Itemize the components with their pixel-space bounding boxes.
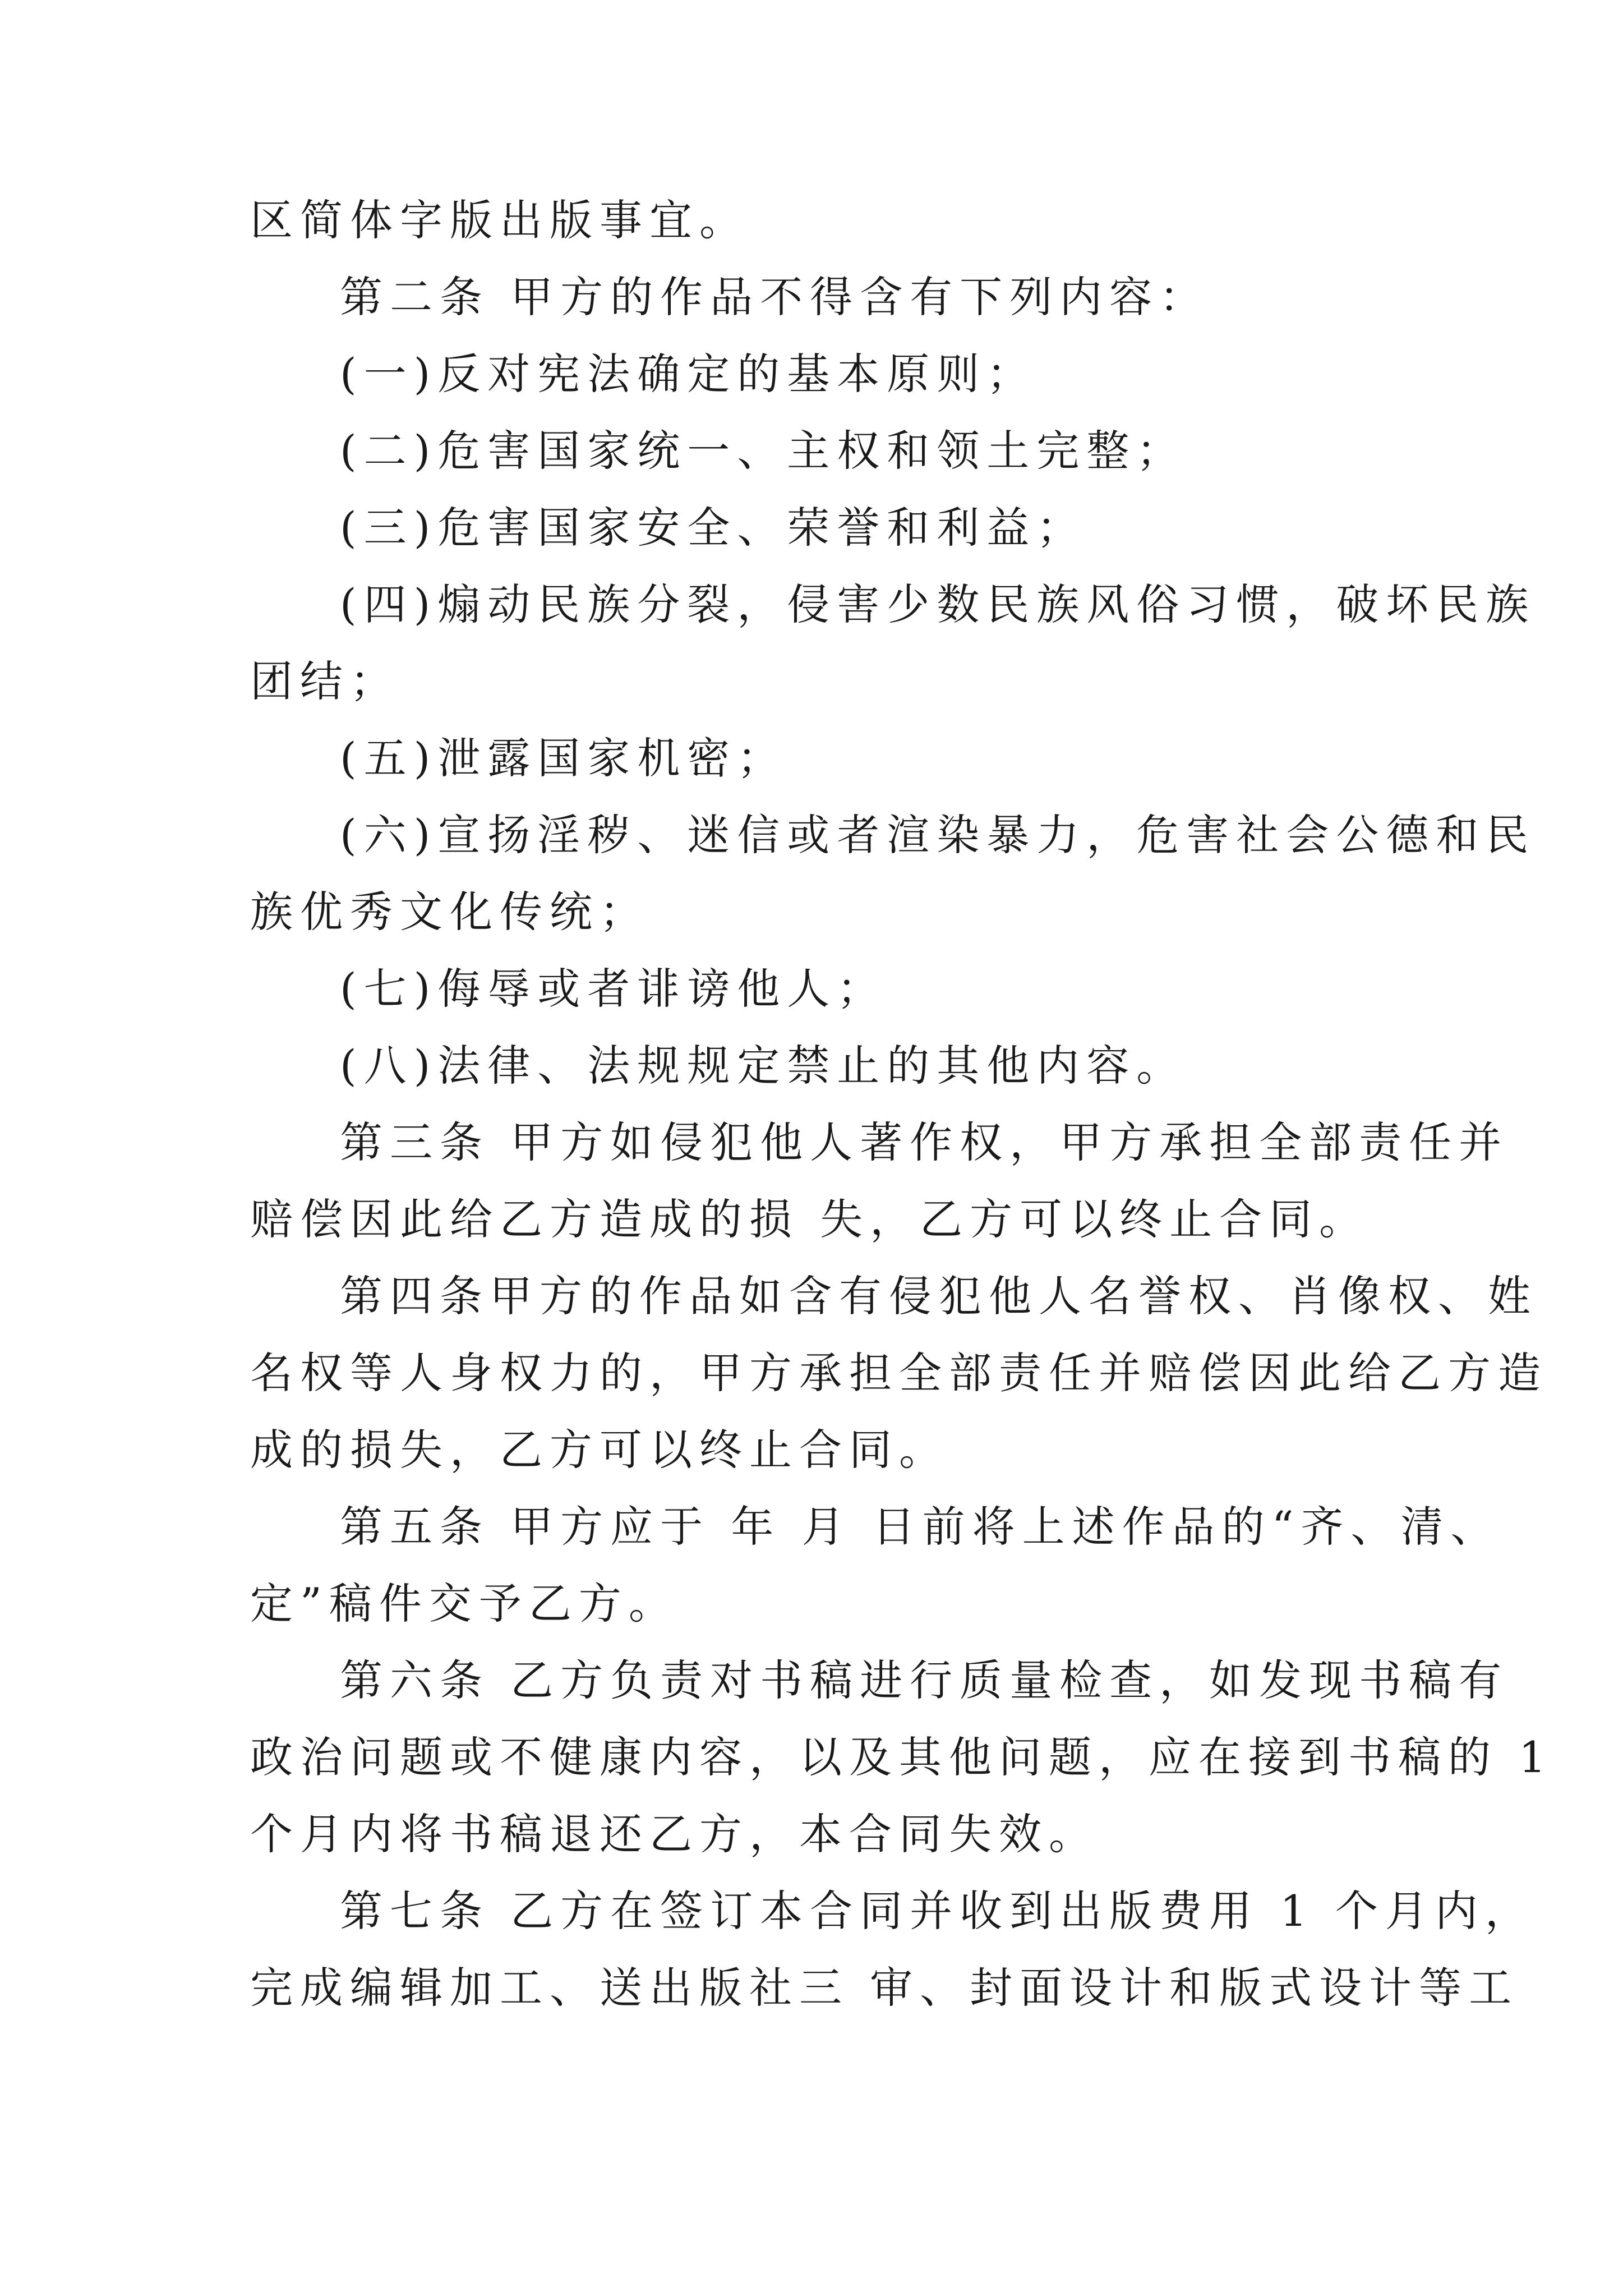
text-line: (四)煽动民族分裂，侵害少数民族风俗习惯，破坏民族 (340, 579, 1536, 629)
text-line: 团结； (250, 656, 400, 706)
text-line: 成的损失，乙方可以终止合同。 (250, 1425, 949, 1475)
text-line: (一)反对宪法确定的基本原则； (340, 349, 1037, 399)
text-line: 定”稿件交予乙方。 (250, 1579, 679, 1628)
text-line: (八)法律、法规规定禁止的其他内容。 (340, 1041, 1187, 1091)
text-line: 第七条 乙方在签订本合同并收到出版费用 1 个月内， (340, 1886, 1535, 1936)
text-line: (五)泄露国家机密； (340, 733, 787, 783)
text-line: 区简体字版出版事宜。 (250, 195, 749, 245)
text-line: 第六条 乙方负责对书稿进行质量检查，如发现书稿有 (340, 1655, 1509, 1705)
text-line: 个月内将书稿退还乙方，本合同失效。 (250, 1809, 1099, 1859)
text-line: (六)宣扬淫秽、迷信或者渲染暴力，危害社会公德和民 (340, 810, 1536, 860)
text-line: 完成编辑加工、送出版社三 审、封面设计和版式设计等工 (250, 1963, 1519, 2013)
text-line: 第五条 甲方应于 年 月 日前将上述作品的“齐、清、 (340, 1502, 1501, 1552)
text-line: 第二条 甲方的作品不得含有下列内容： (340, 272, 1210, 322)
text-line: (七)侮辱或者诽谤他人； (340, 964, 887, 1014)
text-line: 名权等人身权力的，甲方承担全部责任并赔偿因此给乙方造 (250, 1348, 1548, 1398)
text-line: 政治问题或不健康内容，以及其他问题，应在接到书稿的 1 (250, 1732, 1553, 1782)
text-line: (二)危害国家统一、主权和领土完整； (340, 426, 1187, 476)
text-line: (三)危害国家安全、荣誉和利益； (340, 503, 1087, 553)
text-line: 第四条甲方的作品如含有侵犯他人名誉权、肖像权、姓 (340, 1271, 1538, 1321)
text-line: 第三条 甲方如侵犯他人著作权，甲方承担全部责任并 (340, 1117, 1509, 1167)
text-line: 族优秀文化传统； (250, 887, 649, 937)
text-line: 赔偿因此给乙方造成的损 失，乙方可以终止合同。 (250, 1194, 1370, 1244)
